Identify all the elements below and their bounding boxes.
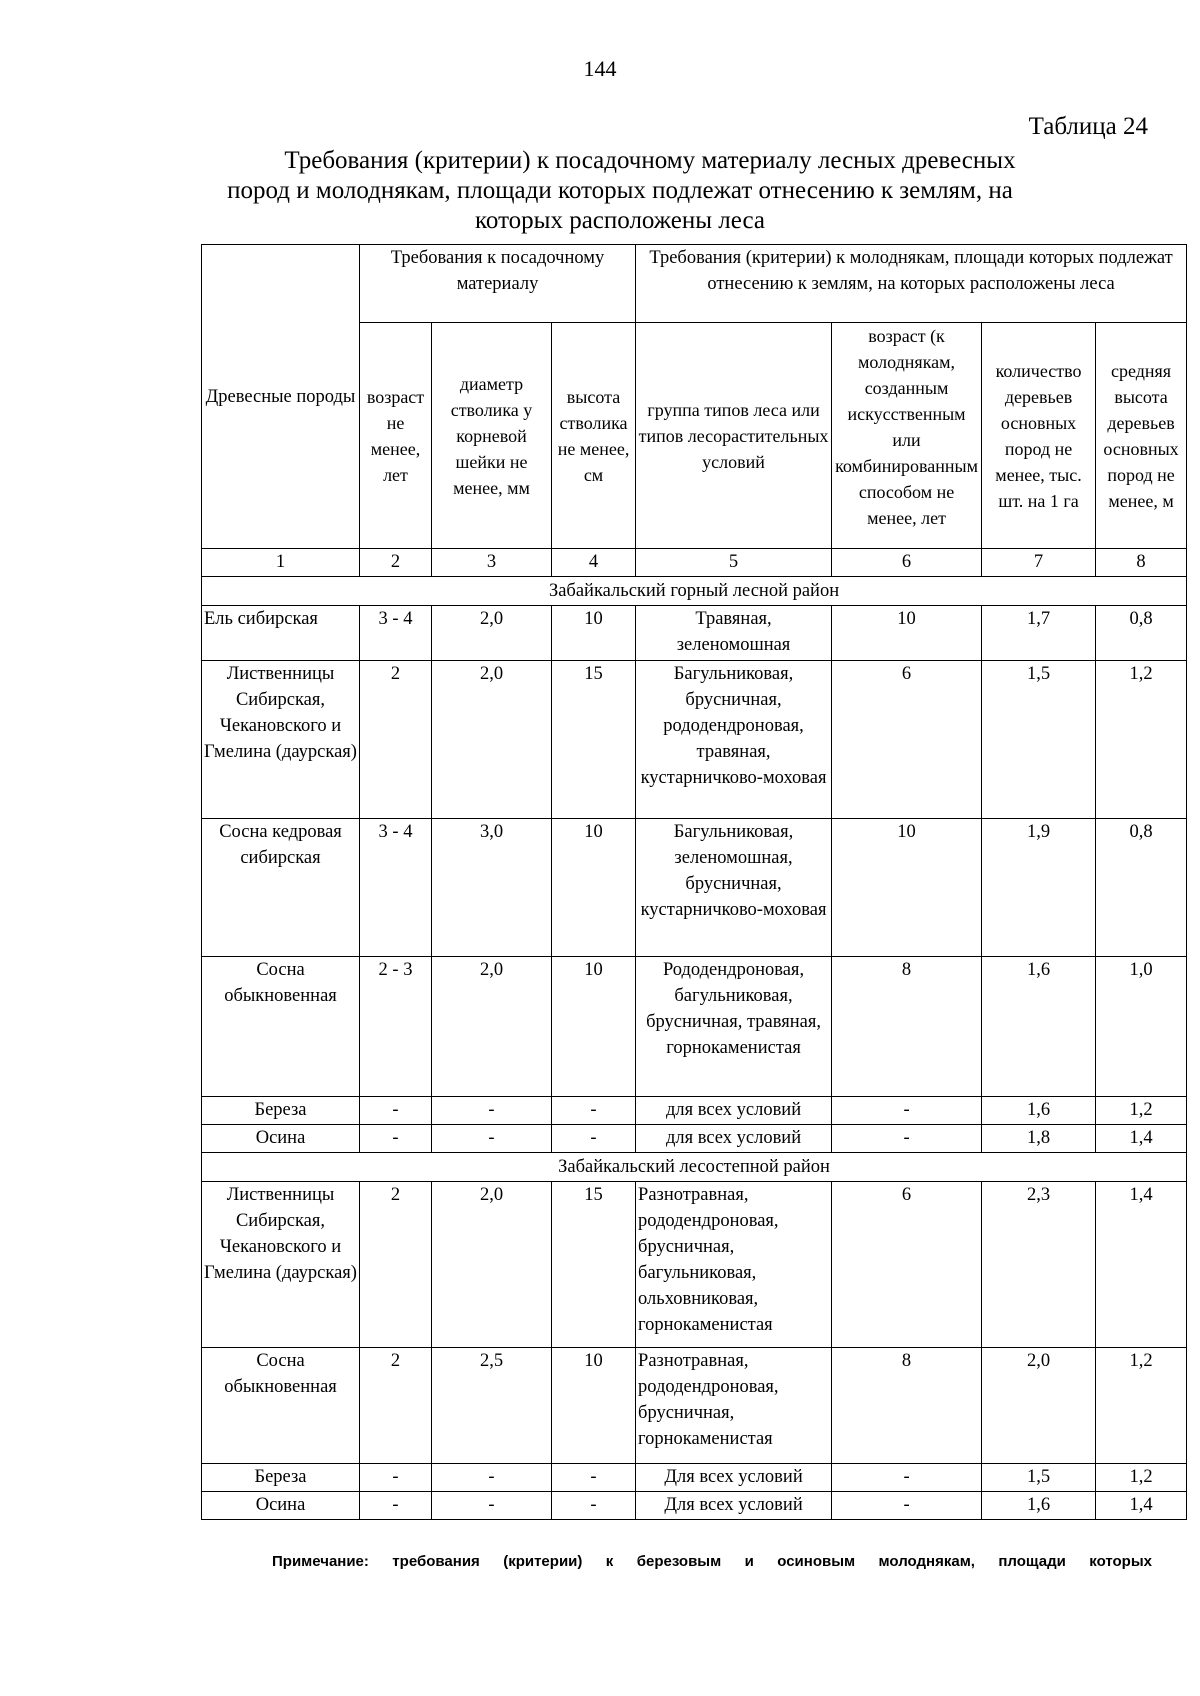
table-row bbox=[202, 1348, 1187, 1464]
header-height: высота стволика не менее, см bbox=[552, 323, 636, 549]
column-number: 5 bbox=[636, 549, 832, 577]
conditions-cell: Травяная, зеленомошная bbox=[636, 606, 832, 661]
young-age-cell: 6 bbox=[832, 1182, 982, 1348]
young-age-cell: 8 bbox=[832, 1348, 982, 1464]
column-number: 3 bbox=[432, 549, 552, 577]
height-cell: 10 bbox=[552, 819, 636, 957]
species-cell: Ель сибирская bbox=[202, 606, 360, 661]
young-age-cell: - bbox=[832, 1097, 982, 1125]
age-cell: - bbox=[360, 1492, 432, 1520]
height-cell: 10 bbox=[552, 606, 636, 661]
species-cell: Осина bbox=[202, 1125, 360, 1153]
page-number: 144 bbox=[583, 56, 617, 81]
tree-count-cell: 2,3 bbox=[982, 1182, 1096, 1348]
diameter-cell: 3,0 bbox=[432, 819, 552, 957]
table-row bbox=[202, 1097, 1187, 1125]
avg-height-cell: 0,8 bbox=[1096, 819, 1187, 957]
avg-height-cell: 1,2 bbox=[1096, 1464, 1187, 1492]
age-cell: 3 - 4 bbox=[360, 606, 432, 661]
conditions-cell: Багульниковая, брусничная, рододендроновая, травяная, кустарничково-моховая bbox=[636, 661, 832, 819]
column-number-row bbox=[202, 549, 1187, 577]
conditions-cell: Разнотравная, рододендроновая, брусничная, багульниковая, ольховниковая, горнокаменистая bbox=[636, 1182, 832, 1348]
species-cell: Лиственницы Сибирская, Чекановского и Гмелина (даурская) bbox=[202, 1182, 360, 1348]
avg-height-cell: 1,0 bbox=[1096, 957, 1187, 1097]
header-young-age: возраст (к молоднякам, созданным искусственным или комбинированным способом не менее, лет bbox=[832, 323, 982, 549]
age-cell: - bbox=[360, 1464, 432, 1492]
height-cell: 10 bbox=[552, 1348, 636, 1464]
species-cell: Сосна кедровая сибирская bbox=[202, 819, 360, 957]
table-row bbox=[202, 606, 1187, 661]
header-avg-height: средняя высота деревьев основных пород не менее, м bbox=[1096, 323, 1187, 549]
header-planting-material: Требования к посадочному материалу bbox=[360, 245, 636, 323]
avg-height-cell: 1,4 bbox=[1096, 1492, 1187, 1520]
title-line-1: Требования (критерии) к посадочному материалу лесных древесных bbox=[284, 147, 1016, 174]
young-age-cell: - bbox=[832, 1492, 982, 1520]
conditions-cell: Для всех условий bbox=[636, 1492, 832, 1520]
young-age-cell: 8 bbox=[832, 957, 982, 1097]
header-species: Древесные породы bbox=[202, 245, 360, 549]
tree-count-cell: 1,6 bbox=[982, 1097, 1096, 1125]
height-cell: - bbox=[552, 1492, 636, 1520]
table-row bbox=[202, 1182, 1187, 1348]
species-cell: Береза bbox=[202, 1097, 360, 1125]
height-cell: 15 bbox=[552, 661, 636, 819]
column-number: 1 bbox=[202, 549, 360, 577]
age-cell: - bbox=[360, 1097, 432, 1125]
column-number: 6 bbox=[832, 549, 982, 577]
height-cell: - bbox=[552, 1097, 636, 1125]
tree-count-cell: 1,5 bbox=[982, 1464, 1096, 1492]
height-cell: 10 bbox=[552, 957, 636, 1097]
age-cell: - bbox=[360, 1125, 432, 1153]
young-age-cell: - bbox=[832, 1464, 982, 1492]
species-cell: Лиственницы Сибирская, Чекановского и Гмелина (даурская) bbox=[202, 661, 360, 819]
height-cell: - bbox=[552, 1464, 636, 1492]
column-number: 7 bbox=[982, 549, 1096, 577]
table-note: Примечание: требования (критерии) к березовым и осиновым молоднякам, площади которых bbox=[272, 1553, 1152, 1570]
tree-count-cell: 1,9 bbox=[982, 819, 1096, 957]
diameter-cell: - bbox=[432, 1464, 552, 1492]
diameter-cell: 2,5 bbox=[432, 1348, 552, 1464]
tree-count-cell: 1,8 bbox=[982, 1125, 1096, 1153]
age-cell: 2 bbox=[360, 1348, 432, 1464]
diameter-cell: - bbox=[432, 1125, 552, 1153]
avg-height-cell: 1,2 bbox=[1096, 1348, 1187, 1464]
age-cell: 3 - 4 bbox=[360, 819, 432, 957]
tree-count-cell: 1,6 bbox=[982, 1492, 1096, 1520]
diameter-cell: 2,0 bbox=[432, 957, 552, 1097]
young-age-cell: 10 bbox=[832, 819, 982, 957]
diameter-cell: 2,0 bbox=[432, 661, 552, 819]
avg-height-cell: 0,8 bbox=[1096, 606, 1187, 661]
conditions-cell: для всех условий bbox=[636, 1097, 832, 1125]
region-row bbox=[202, 577, 1187, 606]
header-diameter: диаметр стволика у корневой шейки не менее, мм bbox=[432, 323, 552, 549]
table-label: Таблица 24 bbox=[1028, 113, 1148, 140]
tree-count-cell: 1,5 bbox=[982, 661, 1096, 819]
region-heading: Забайкальский горный лесной район bbox=[202, 577, 1187, 606]
young-age-cell: - bbox=[832, 1125, 982, 1153]
column-number: 8 bbox=[1096, 549, 1187, 577]
diameter-cell: - bbox=[432, 1492, 552, 1520]
avg-height-cell: 1,2 bbox=[1096, 1097, 1187, 1125]
conditions-cell: Разнотравная, рододендроновая, брусничная, горнокаменистая bbox=[636, 1348, 832, 1464]
table-row bbox=[202, 661, 1187, 819]
height-cell: - bbox=[552, 1125, 636, 1153]
young-age-cell: 6 bbox=[832, 661, 982, 819]
conditions-cell: Рододендроновая, багульниковая, брусничная, травяная, горнокаменистая bbox=[636, 957, 832, 1097]
avg-height-cell: 1,4 bbox=[1096, 1125, 1187, 1153]
species-cell: Береза bbox=[202, 1464, 360, 1492]
table-title bbox=[190, 146, 1050, 236]
title-line-2: пород и молоднякам, площади которых подлежат отнесению к землям, на bbox=[227, 177, 1013, 204]
tree-count-cell: 2,0 bbox=[982, 1348, 1096, 1464]
species-cell: Сосна обыкновенная bbox=[202, 1348, 360, 1464]
avg-height-cell: 1,4 bbox=[1096, 1182, 1187, 1348]
diameter-cell: 2,0 bbox=[432, 1182, 552, 1348]
age-cell: 2 bbox=[360, 1182, 432, 1348]
header-young-stands: Требования (критерии) к молоднякам, площади которых подлежат отнесению к землям, на которых расположены леса bbox=[636, 245, 1187, 323]
column-number: 2 bbox=[360, 549, 432, 577]
height-cell: 15 bbox=[552, 1182, 636, 1348]
conditions-cell: Багульниковая, зеленомошная, брусничная, кустарничково-моховая bbox=[636, 819, 832, 957]
table-row bbox=[202, 819, 1187, 957]
species-cell: Осина bbox=[202, 1492, 360, 1520]
tree-count-cell: 1,7 bbox=[982, 606, 1096, 661]
avg-height-cell: 1,2 bbox=[1096, 661, 1187, 819]
conditions-cell: для всех условий bbox=[636, 1125, 832, 1153]
table-row bbox=[202, 1492, 1187, 1520]
table-row bbox=[202, 1464, 1187, 1492]
tree-count-cell: 1,6 bbox=[982, 957, 1096, 1097]
header-forest-type: группа типов леса или типов лесорастительных условий bbox=[636, 323, 832, 549]
header-tree-count: количество деревьев основных пород не менее, тыс. шт. на 1 га bbox=[982, 323, 1096, 549]
conditions-cell: Для всех условий bbox=[636, 1464, 832, 1492]
table-row bbox=[202, 1125, 1187, 1153]
age-cell: 2 - 3 bbox=[360, 957, 432, 1097]
species-cell: Сосна обыкновенная bbox=[202, 957, 360, 1097]
age-cell: 2 bbox=[360, 661, 432, 819]
header-age: возраст не менее, лет bbox=[360, 323, 432, 549]
title-line-3: которых расположены леса bbox=[475, 207, 765, 234]
requirements-table bbox=[201, 244, 1187, 1520]
region-row bbox=[202, 1153, 1187, 1182]
diameter-cell: - bbox=[432, 1097, 552, 1125]
region-heading: Забайкальский лесостепной район bbox=[202, 1153, 1187, 1182]
column-number: 4 bbox=[552, 549, 636, 577]
diameter-cell: 2,0 bbox=[432, 606, 552, 661]
young-age-cell: 10 bbox=[832, 606, 982, 661]
table-row bbox=[202, 957, 1187, 1097]
